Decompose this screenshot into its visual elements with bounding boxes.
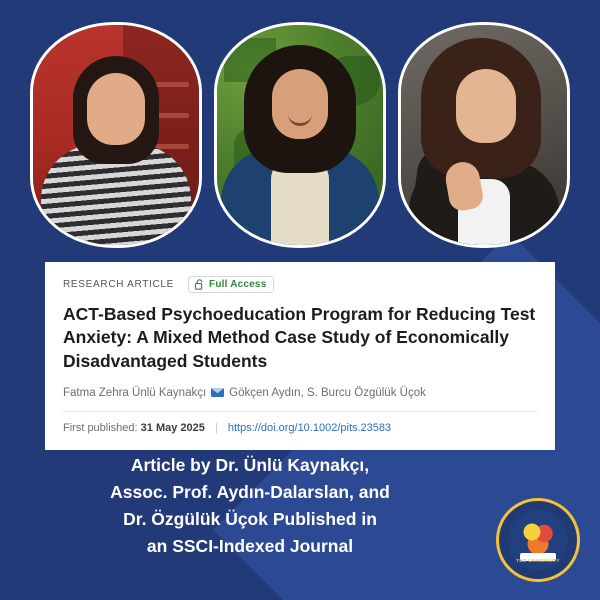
article-card: [45, 262, 555, 450]
lock-open-icon: [195, 279, 204, 290]
caption-line-1: Article by Dr. Ünlü Kaynakçı,: [130, 455, 370, 475]
article-kicker: RESEARCH ARTICLE: [63, 279, 175, 290]
university-logo: [496, 498, 580, 582]
photo2-face: [272, 69, 328, 139]
article-meta: [63, 422, 537, 434]
author-photo-row: [30, 22, 570, 252]
first-published-label: First published:: [63, 421, 138, 434]
first-published-date: 31 May 2025: [140, 421, 205, 434]
caption-line-4: an SSCI-Indexed Journal: [146, 536, 354, 557]
logo-emblem: [508, 510, 568, 570]
doi-link[interactable]: https://doi.org/10.1002/pits.23583: [227, 421, 392, 434]
full-access-label: Full Access: [209, 279, 267, 290]
photo3-face: [456, 69, 516, 143]
author-name-2: Gökçen Aydın, S. Burcu Özgülük Üçok: [229, 386, 426, 399]
flame-icon: [523, 523, 553, 553]
caption-line-2: Assoc. Prof. Aydın-Dalarslan, and: [110, 482, 390, 503]
caption-line-3: Dr. Özgülük Üçok Published in: [123, 509, 377, 530]
meta-separator: |: [214, 421, 218, 434]
article-card-header: [63, 276, 537, 293]
photo1-face: [87, 73, 145, 145]
article-title: ACT-Based Psychoeducation Program for Reducing Test Anxiety: A Mixed Method Case Study of Economically Disadvantaged Students: [63, 304, 536, 371]
logo-text: TED UNIVERSITY: [516, 558, 560, 563]
envelope-icon[interactable]: [211, 388, 224, 397]
card-divider: [63, 411, 537, 412]
poster-caption: [40, 452, 460, 561]
article-authors: [63, 387, 537, 399]
photo-author-1: [30, 22, 202, 248]
photo-author-3: [398, 22, 570, 248]
full-access-badge: [188, 276, 274, 293]
author-name-1: Fatma Zehra Ünlü Kaynakçı: [63, 386, 207, 399]
photo-author-2: [214, 22, 386, 248]
